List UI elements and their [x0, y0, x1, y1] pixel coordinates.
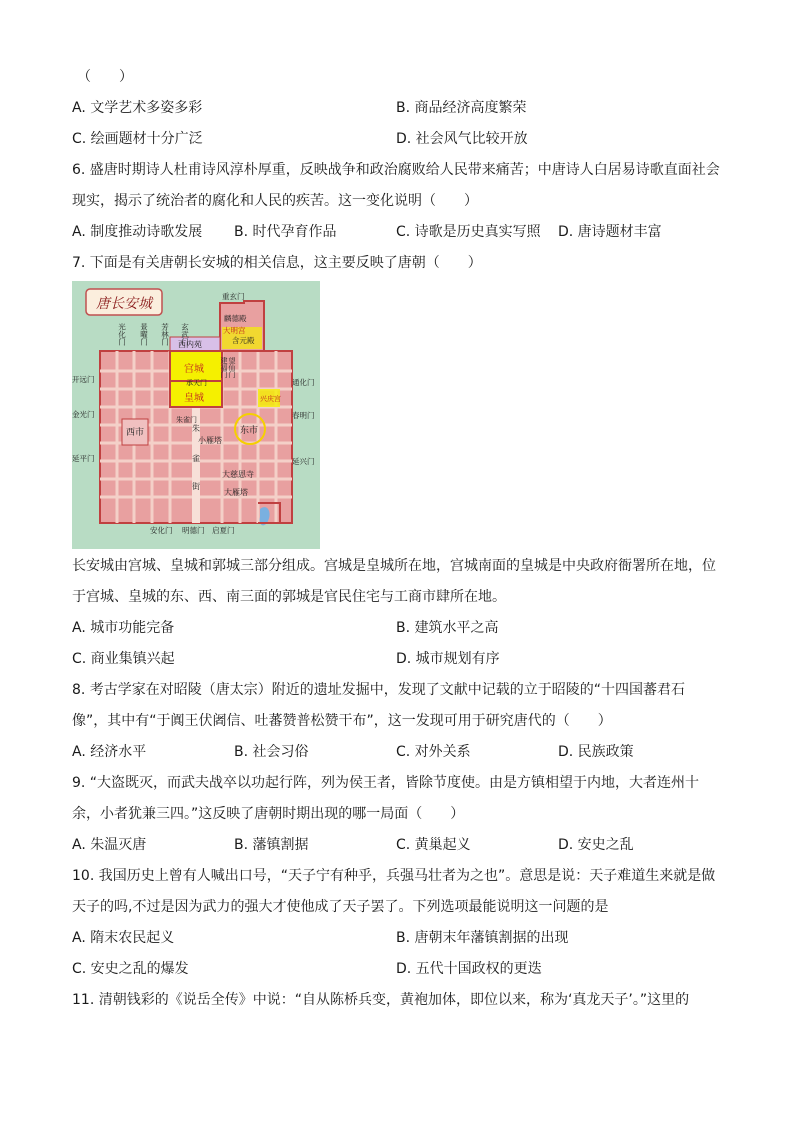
q9-option-b: B. 藩镇割据	[234, 837, 309, 853]
place-linde: 麟德殿	[224, 314, 247, 323]
q9-option-c: C. 黄巢起义	[396, 837, 471, 853]
gate-qixia: 启夏门	[212, 526, 235, 535]
q10-option-b: B. 唐朝末年藩镇割据的出现	[396, 930, 569, 946]
street-char-1: 朱	[192, 424, 200, 433]
q7-option-b: B. 建筑水平之高	[396, 620, 499, 636]
q9-option-a: A. 朱温灭唐	[72, 837, 147, 853]
q8-option-a: A. 经济水平	[72, 744, 147, 760]
q9-option-d: D. 安史之乱	[558, 837, 634, 853]
q7-option-a: A. 城市功能完备	[72, 620, 175, 636]
gate-jinguang: 金光门	[72, 410, 95, 419]
gate-mingde: 明德门	[182, 526, 205, 535]
gate-jianfu: 建福门	[220, 357, 228, 378]
place-xishi: 西市	[126, 428, 145, 438]
q5-option-b: B. 商品经济高度繁荣	[396, 100, 527, 116]
q5-option-c: C. 绘画题材十分广泛	[72, 131, 203, 147]
street-char-3: 街	[192, 482, 200, 491]
street-char-2: 雀	[192, 454, 200, 463]
changan-map-svg	[72, 281, 320, 549]
place-dacien: 大慈恩寺	[222, 470, 254, 479]
gate-fanglin: 芳林门	[160, 323, 170, 346]
place-gongcheng: 宫城	[184, 364, 204, 375]
place-dongshi: 东市	[240, 426, 259, 436]
q5-option-a: A. 文学艺术多姿多彩	[72, 100, 203, 116]
q10-option-d: D. 五代十国政权的更迭	[396, 961, 542, 977]
q6-option-c: C. 诗歌是历史真实写照	[396, 224, 541, 240]
q10-text-line1: 10. 我国历史上曾有人喊出口号，“天子宁有种乎，兵强马壮者为之也”。意思是说：天子难道生来就是做	[72, 868, 716, 884]
place-xingqing: 兴庆宫	[260, 395, 281, 403]
gate-chunming: 春明门	[292, 411, 315, 420]
q8-option-c: C. 对外关系	[396, 744, 471, 760]
q10-option-a: A. 隋末农民起义	[72, 930, 175, 946]
q8-text-line1: 8. 考古学家在对昭陵（唐太宗）附近的遗址发掘中，发现了文献中记载的立于昭陵的“十四国蕃君石	[72, 682, 686, 698]
q7-text-line1: 7. 下面是有关唐朝长安城的相关信息，这主要反映了唐朝（ ）	[72, 255, 482, 271]
gate-chongxuan: 重玄门	[222, 292, 245, 301]
changan-map	[72, 281, 320, 549]
gate-chengtian: 承天门	[186, 379, 207, 387]
q6-option-a: A. 制度推动诗歌发展	[72, 224, 203, 240]
gate-anhua: 安化门	[150, 526, 173, 535]
q7-option-c: C. 商业集镇兴起	[72, 651, 175, 667]
q5-blank: （ ）	[77, 69, 133, 85]
gate-yanxing: 延兴门	[292, 457, 315, 466]
q10-option-c: C. 安史之乱的爆发	[72, 961, 189, 977]
map-title: 唐长安城	[96, 296, 152, 312]
q7-para-line2: 于宫城、皇城的东、西、南三面的郭城是官民住宅与工商市肆所在地。	[72, 589, 506, 605]
q6-option-b: B. 时代孕育作品	[234, 224, 337, 240]
q6-text-line1: 6. 盛唐时期诗人杜甫诗风淳朴厚重，反映战争和政治腐败给人民带来痛苦；中唐诗人白居易诗歌直面社会	[72, 162, 720, 178]
q7-para-line1: 长安城由宫城、皇城和郭城三部分组成。宫城是皇城所在地，宫城南面的皇城是中央政府衙署所在地，位	[72, 558, 716, 574]
place-xiaoyan: 小雁塔	[198, 436, 222, 445]
gate-tonghua: 通化门	[292, 378, 315, 387]
q8-option-b: B. 社会习俗	[234, 744, 309, 760]
q5-option-d: D. 社会风气比较开放	[396, 131, 528, 147]
gate-yanping: 延平门	[72, 454, 95, 463]
place-daming: 大明宫	[223, 326, 246, 335]
gate-guanghua: 光化门	[117, 323, 127, 346]
place-dayan: 大雁塔	[224, 488, 248, 497]
gate-kaiyuan: 开远门	[72, 375, 95, 384]
gate-jingyao: 景曜门	[139, 323, 149, 346]
place-xineiyuan: 西内苑	[178, 340, 202, 349]
gate-xuanwu: 玄武门	[180, 323, 190, 346]
q6-option-d: D. 唐诗题材丰富	[558, 224, 662, 240]
q11-text-line1: 11. 清朝钱彩的《说岳全传》中说：“自从陈桥兵变，黄袍加体，即位以来，称为‘真龙天子’。”这里的	[72, 992, 690, 1008]
q8-option-d: D. 民族政策	[558, 744, 634, 760]
q6-text-line2: 现实，揭示了统治者的腐化和人民的疾苦。这一变化说明（ ）	[72, 193, 478, 209]
place-huangcheng: 皇城	[184, 393, 204, 404]
q9-text-line1: 9. “大盗既灭，而武夫战卒以功起行阵，列为侯王者，皆除节度使。由是方镇相望于内地，大者连州十	[72, 775, 700, 791]
place-hanyuan: 含元殿	[232, 336, 255, 345]
q7-option-d: D. 城市规划有序	[396, 651, 500, 667]
gate-wangxian: 望仙门	[228, 357, 236, 378]
q9-text-line2: 余，小者犹兼三四。”这反映了唐朝时期出现的哪一局面（ ）	[72, 806, 465, 822]
q10-text-line2: 天子的吗,不过是因为武力的强大才使他成了天子罢了。下列选项最能说明这一问题的是	[72, 899, 609, 915]
q8-text-line2: 像”，其中有“于阗王伏阇信、吐蕃赞普松赞干布”，这一发现可用于研究唐代的（ ）	[72, 713, 612, 729]
gate-zhuque: 朱雀门	[176, 416, 197, 424]
